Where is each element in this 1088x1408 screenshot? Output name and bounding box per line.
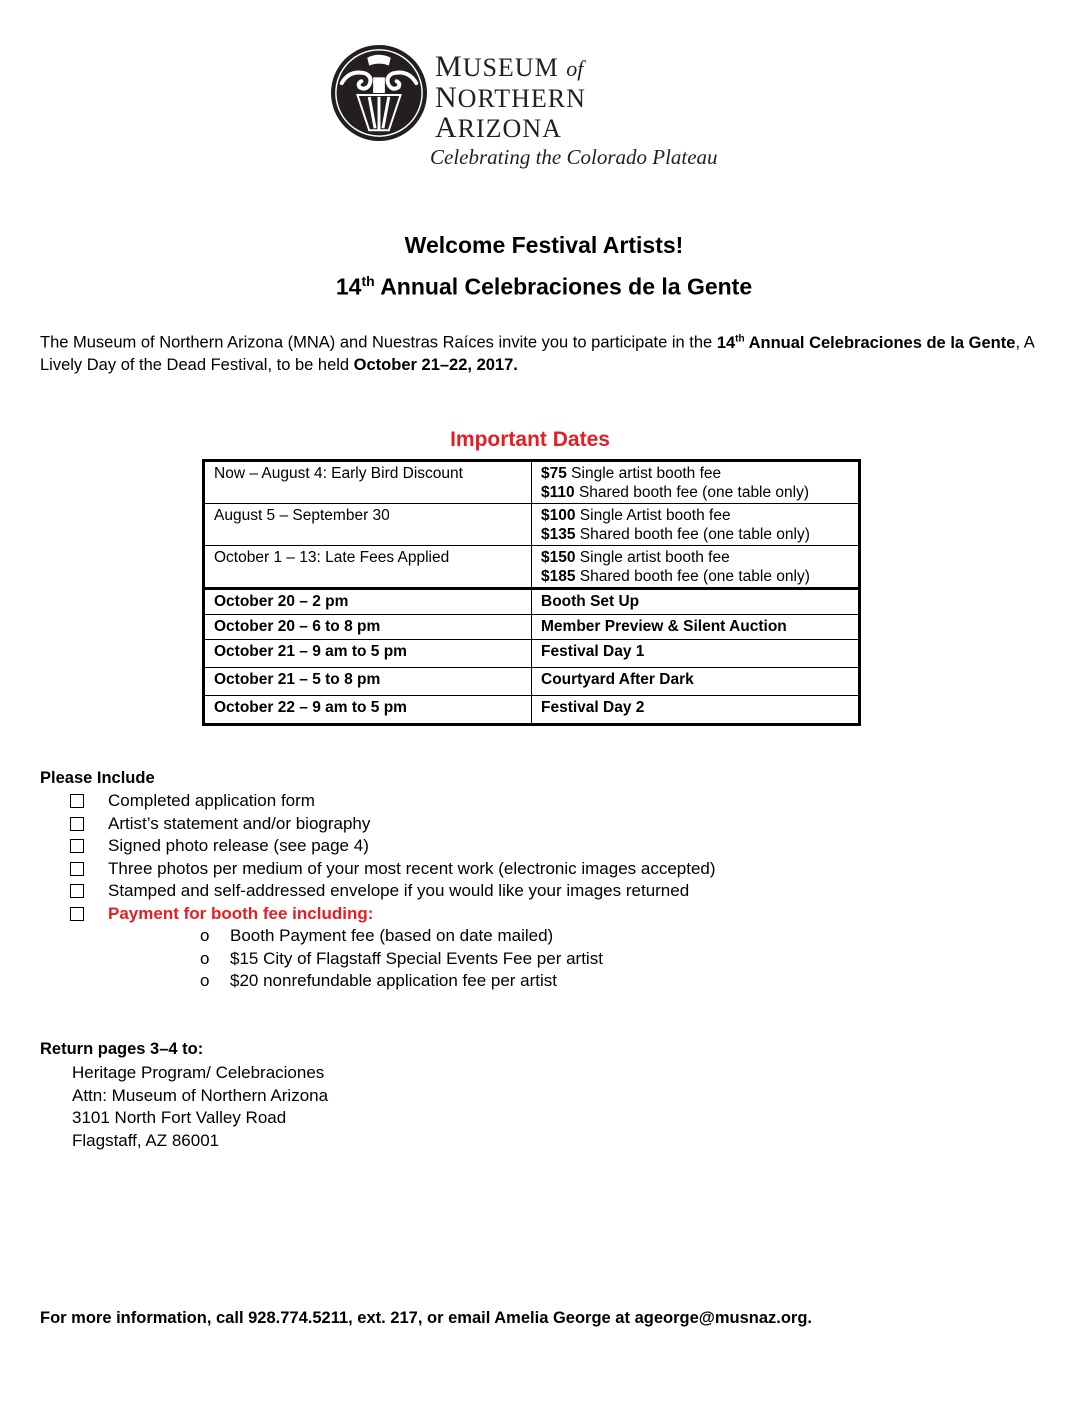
document-page: MUSEUM of NORTHERN ARIZONA Celebrating the Colorado Plateau Welcome Festival Artists! 14th Annual Celebraciones de la Gente The Museum of Northern Arizona (MNA) and Nuestras Raíces invite you to participate in the 14th Annual Celebraciones de la Gente, A Lively Day of the Dead Festival, to be held October 21–22, 2017. Important Dates Now – August 4: Early Bird Discount $75 Single artist booth fee $110 Shared booth fee (one table only) August 5 – September 30 $100 Single Artist booth fee $135 Shared booth fee (one table only) October 1 – 13: Late Fees Applied $150 Single artist booth fee $185 Shared booth fee (one table only) October 20 – 2 pm Booth Set Up October 20 – 6 to 8 pm Member Preview & Silent Auction October 21 – 9 am to 5 pm Festival Day 1 October 21 – 5 to 8 pm Courtyard After Dark October 22 – 9 am to 5 pm Festival Day 2 Please Include Completed application form Artist’s statement and/or biography Signed photo release (see page 4) Three photos per medium of your most recent work (electronic images accepted) Stamped and self-addressed envelope if you would like your images returned Payment for booth fee including: o Booth Payment fee (based on date mailed) o $15 City of Flagstaff Special Events Fee per artist o $20 nonrefundable application fee per artist Return pages 3–4 to: Heritage Program/ Celebraciones Attn: Museum of Northern Arizona 3101 North Fort Valley Road Flagstaff, AZ 86001 For more information, call 928.774.5211, ext. 217, or email Amelia George at ageorge@musnaz.org. bbox=[0, 0, 1088, 1408]
address-line: Attn: Museum of Northern Arizona bbox=[72, 1085, 329, 1105]
fee-details: $75 Single artist booth fee $110 Shared booth fee (one table only) bbox=[532, 461, 860, 504]
fee-period: October 1 – 13: Late Fees Applied bbox=[204, 546, 532, 589]
return-label: Return pages 3–4 to: bbox=[40, 1040, 204, 1058]
return-address bbox=[40, 1062, 328, 1152]
address-line: Flagstaff, AZ 86001 bbox=[72, 1130, 220, 1150]
logo-line-northern: NORTHERN bbox=[435, 81, 586, 114]
pottery-emblem-icon bbox=[330, 44, 428, 142]
table-row bbox=[204, 589, 860, 615]
table-row bbox=[204, 546, 860, 589]
fee-period: August 5 – September 30 bbox=[204, 504, 532, 546]
circle-bullet-icon: o bbox=[200, 948, 210, 968]
page-subtitle: 14th Annual Celebraciones de la Gente bbox=[335, 273, 753, 300]
event-when: October 20 – 6 to 8 pm bbox=[204, 615, 532, 640]
fee-details: $100 Single Artist booth fee $135 Shared booth fee (one table only) bbox=[532, 504, 860, 546]
checkbox-icon bbox=[70, 794, 84, 808]
circle-bullet-icon: o bbox=[200, 971, 210, 991]
event-when: October 22 – 9 am to 5 pm bbox=[204, 696, 532, 725]
event-what: Booth Set Up bbox=[532, 589, 860, 615]
checkbox-icon bbox=[70, 884, 84, 898]
event-when: October 20 – 2 pm bbox=[204, 589, 532, 615]
table-row bbox=[204, 668, 860, 696]
table-row bbox=[204, 615, 860, 640]
table-row bbox=[204, 461, 860, 504]
important-dates-heading: Important Dates bbox=[450, 428, 610, 451]
address-line: 3101 North Fort Valley Road bbox=[72, 1108, 287, 1128]
fee-details: $150 Single artist booth fee $185 Shared booth fee (one table only) bbox=[532, 546, 860, 589]
museum-logo bbox=[330, 44, 750, 174]
event-what: Festival Day 2 bbox=[532, 696, 860, 725]
table-row bbox=[204, 696, 860, 725]
table-row bbox=[204, 504, 860, 546]
checkbox-icon bbox=[70, 862, 84, 876]
event-when: October 21 – 5 to 8 pm bbox=[204, 668, 532, 696]
address-line: Heritage Program/ Celebraciones bbox=[72, 1063, 325, 1082]
please-include-label: Please Include bbox=[40, 769, 155, 787]
fee-period: Now – August 4: Early Bird Discount bbox=[204, 461, 532, 504]
contact-footer: For more information, call 928.774.5211, ext. 217, or email Amelia George at ageorge@musnaz.org. bbox=[40, 1309, 813, 1327]
page-title: Welcome Festival Artists! bbox=[404, 232, 684, 258]
circle-bullet-icon: o bbox=[200, 926, 210, 945]
event-what: Courtyard After Dark bbox=[532, 668, 860, 696]
event-what: Festival Day 1 bbox=[532, 640, 860, 668]
checkbox-icon bbox=[70, 817, 84, 831]
checkbox-icon bbox=[70, 839, 84, 853]
event-what: Member Preview & Silent Auction bbox=[532, 615, 860, 640]
important-dates-table bbox=[202, 459, 861, 726]
checkbox-icon bbox=[70, 907, 84, 921]
logo-line-arizona: ARIZONA bbox=[435, 111, 562, 144]
event-when: October 21 – 9 am to 5 pm bbox=[204, 640, 532, 668]
intro-paragraph: The Museum of Northern Arizona (MNA) and Nuestras Raíces invite you to participate in the 14th Annual Celebraciones de la Gente, A Lively Day of the Dead Festival, to be held October 21–22, 2017. bbox=[40, 333, 1034, 374]
logo-wordmark bbox=[435, 52, 586, 143]
logo-line-museum: MUSEUM of bbox=[435, 50, 584, 83]
table-row bbox=[204, 640, 860, 668]
logo-tagline: Celebrating the Colorado Plateau bbox=[430, 145, 718, 169]
